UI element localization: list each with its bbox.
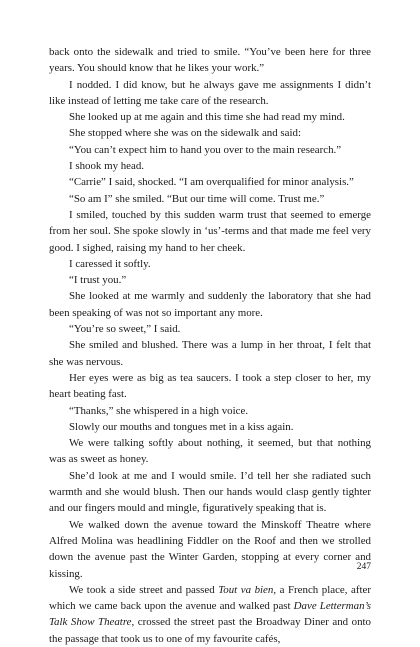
- paragraph: [49, 370, 371, 403]
- italic-title: Dave Letterman’s Talk Show Theatre: [49, 600, 371, 629]
- paragraph: [49, 207, 371, 256]
- paragraph: [49, 403, 371, 419]
- text-segment: She’d look at me and I would smile. I’d tell her she radiated such warmth and she would blush. Then our hands would clasp gently tighter and our fingers mould and mingle, figuratively speaking that is.: [49, 469, 371, 515]
- text-segment: She looked at me warmly and suddenly the laboratory that she had been speaking of was not so important any more.: [49, 290, 371, 319]
- paragraph: [49, 435, 371, 468]
- paragraph: [49, 191, 371, 207]
- text-segment: “So am I” she smiled. “But our time will come. Trust me.”: [69, 192, 325, 205]
- italic-title: Tout va bien: [218, 583, 274, 596]
- body-text: [49, 44, 371, 647]
- text-segment: “Carrie” I said, shocked. “I am overqualified for minor analysis.”: [69, 176, 354, 189]
- paragraph: [49, 321, 371, 337]
- text-segment: back onto the sidewalk and tried to smile. “You’ve been here for three years. You should know that he likes your work.”: [49, 46, 371, 75]
- paragraph: [49, 125, 371, 141]
- paragraph: [49, 77, 371, 110]
- text-segment: I shook my head.: [69, 160, 145, 173]
- text-segment: Slowly our mouths and tongues met in a kiss again.: [69, 420, 294, 433]
- text-segment: We walked down the avenue toward the Minskoff Theatre where Alfred Molina was headlining Fiddler on the Roof and then we strolled down the avenue past the Winter Garden, stopping at every corner and kissing.: [49, 518, 371, 580]
- paragraph: [49, 174, 371, 190]
- paragraph: [49, 142, 371, 158]
- paragraph: [49, 468, 371, 517]
- paragraph: [49, 288, 371, 321]
- text-segment: We were talking softly about nothing, it seemed, but that nothing was as sweet as honey.: [49, 437, 371, 466]
- paragraph: [49, 272, 371, 288]
- text-segment: We took a side street and passed: [69, 583, 219, 596]
- text-segment: She stopped where she was on the sidewalk and said:: [69, 127, 301, 140]
- paragraph: [49, 419, 371, 435]
- paragraph: [49, 109, 371, 125]
- text-segment: Her eyes were as big as tea saucers. I took a step closer to her, my heart beating fast.: [49, 371, 371, 401]
- paragraph: [49, 158, 371, 174]
- text-segment: , a French place, after which we came back upon the avenue and walked past: [49, 583, 371, 613]
- paragraph: [49, 582, 371, 647]
- text-segment: , crossed the street past the Broadway Diner and onto the passage that took us to one of my favourite cafés,: [49, 616, 371, 645]
- text-segment: She looked up at me again and this time she had read my mind.: [69, 111, 345, 124]
- text-segment: “I trust you.”: [69, 274, 127, 287]
- text-segment: I smiled, touched by this sudden warm trust that seemed to emerge from her soul. She spoke slowly in ‘us’-terms and that made me feel very good. I sighed, raising my hand to her cheek.: [49, 208, 371, 254]
- text-segment: “You’re so sweet,” I said.: [69, 323, 181, 336]
- text-segment: “You can’t expect him to hand you over to the main research.”: [69, 143, 342, 156]
- paragraph: [49, 517, 371, 582]
- paragraph: [49, 44, 371, 77]
- paragraph: [49, 337, 371, 370]
- text-segment: I nodded. I did know, but he always gave me assignments I didn’t like instead of letting me take care of the research.: [49, 78, 371, 107]
- text-segment: She smiled and blushed. There was a lump in her throat, I felt that she was nervous.: [49, 339, 371, 368]
- paragraph: [49, 256, 371, 272]
- text-segment: “Thanks,” she whispered in a high voice.: [69, 404, 249, 417]
- text-segment: I caressed it softly.: [69, 257, 151, 270]
- page-number: 247: [356, 562, 371, 572]
